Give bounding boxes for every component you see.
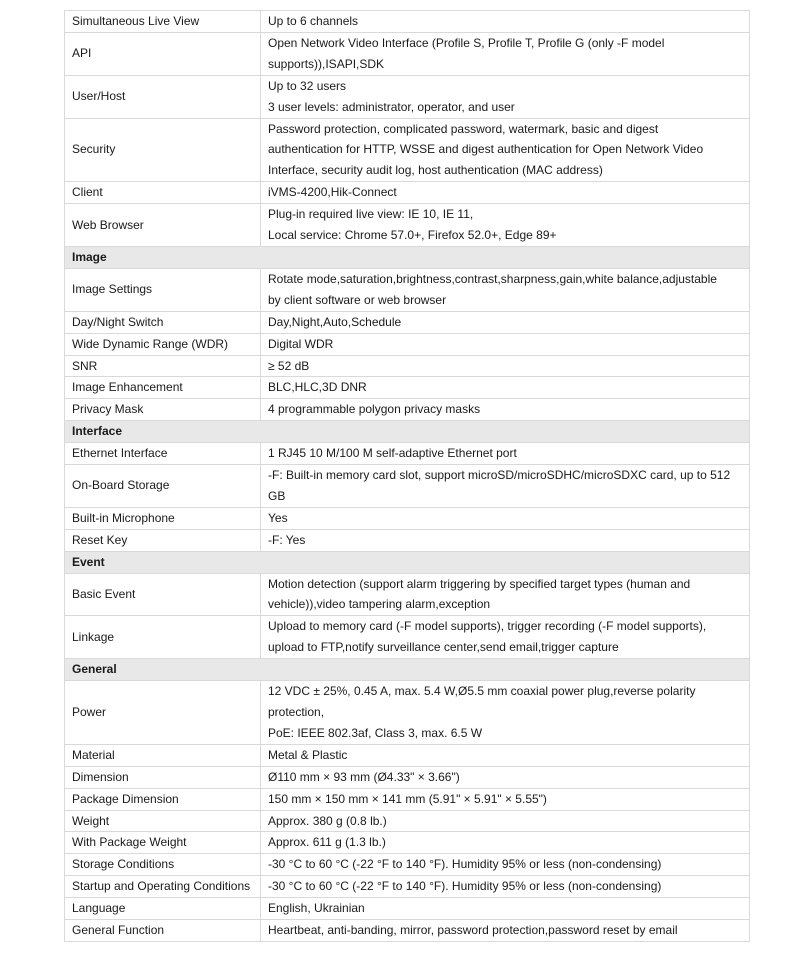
spec-value-line: Digital WDR — [268, 336, 334, 351]
spec-value — [261, 118, 750, 182]
spec-value — [261, 832, 750, 854]
spec-value-line: vehicle)),video tampering alarm,exception — [268, 597, 491, 612]
spec-label: Basic Event — [65, 573, 261, 616]
spec-value-line: Rotate mode,saturation,brightness,contrast,sharpness,gain,white balance,adjustable — [268, 271, 717, 286]
spec-row — [65, 75, 750, 118]
spec-value-line: Interface, security audit log, host authentication (MAC address) — [268, 163, 603, 178]
spec-value-line: 1 RJ45 10 M/100 M self-adaptive Ethernet port — [268, 446, 517, 461]
spec-label: With Package Weight — [65, 832, 261, 854]
spec-row — [65, 443, 750, 465]
spec-row — [65, 529, 750, 551]
spec-row — [65, 920, 750, 942]
spec-value-line: -F: Built-in memory card slot, support microSD/microSDHC/microSDXC card, up to 512 — [268, 468, 731, 483]
section-title: Interface — [65, 421, 750, 443]
spec-label: Client — [65, 182, 261, 204]
spec-row — [65, 854, 750, 876]
spec-value-line: PoE: IEEE 802.3af, Class 3, max. 6.5 W — [268, 725, 483, 740]
section-header-row — [65, 421, 750, 443]
spec-value-line: 12 VDC ± 25%, 0.45 A, max. 5.4 W,Ø5.5 mm coaxial power plug,reverse polarity — [268, 684, 696, 699]
specification-table-body — [65, 11, 750, 942]
section-header-row — [65, 659, 750, 681]
spec-label: Wide Dynamic Range (WDR) — [65, 333, 261, 355]
spec-row — [65, 832, 750, 854]
spec-value — [261, 11, 750, 33]
spec-value-line: Motion detection (support alarm triggering by specified target types (human and — [268, 576, 691, 591]
spec-value — [261, 616, 750, 659]
spec-value-line: upload to FTP,notify surveillance center,send email,trigger capture — [268, 640, 619, 655]
spec-row — [65, 268, 750, 311]
spec-value — [261, 75, 750, 118]
spec-value-line: authentication for HTTP, WSSE and digest authentication for Open Network Video — [268, 142, 704, 157]
spec-label: Privacy Mask — [65, 399, 261, 421]
spec-value — [261, 443, 750, 465]
spec-value-line: Metal & Plastic — [268, 747, 348, 762]
spec-row — [65, 11, 750, 33]
spec-label: Startup and Operating Conditions — [65, 876, 261, 898]
spec-value — [261, 766, 750, 788]
spec-label: Storage Conditions — [65, 854, 261, 876]
specification-table — [64, 10, 750, 942]
spec-row — [65, 118, 750, 182]
spec-value — [261, 32, 750, 75]
spec-row — [65, 876, 750, 898]
spec-row — [65, 573, 750, 616]
spec-label: Language — [65, 898, 261, 920]
spec-row — [65, 465, 750, 508]
section-title: Image — [65, 246, 750, 268]
spec-label: Material — [65, 744, 261, 766]
spec-value — [261, 573, 750, 616]
spec-row — [65, 766, 750, 788]
spec-value-line: English, Ukrainian — [268, 901, 365, 916]
spec-value — [261, 465, 750, 508]
spec-value-line: Day,Night,Auto,Schedule — [268, 314, 402, 329]
spec-value-line: Approx. 611 g (1.3 lb.) — [268, 835, 386, 850]
spec-value — [261, 810, 750, 832]
spec-label: Linkage — [65, 616, 261, 659]
spec-label: Package Dimension — [65, 788, 261, 810]
spec-value-line: Local service: Chrome 57.0+, Firefox 52.0+, Edge 89+ — [268, 228, 557, 243]
spec-label: Image Enhancement — [65, 377, 261, 399]
spec-value-line: 3 user levels: administrator, operator, and user — [268, 99, 515, 114]
spec-value-line: 4 programmable polygon privacy masks — [268, 402, 481, 417]
spec-value-line: Heartbeat, anti-banding, mirror, password protection,password reset by email — [268, 923, 678, 938]
spec-value — [261, 311, 750, 333]
spec-value-line: -F: Yes — [268, 532, 306, 547]
spec-row — [65, 333, 750, 355]
spec-label: API — [65, 32, 261, 75]
spec-value — [261, 788, 750, 810]
spec-value — [261, 399, 750, 421]
spec-value — [261, 204, 750, 247]
spec-label: Weight — [65, 810, 261, 832]
spec-value-line: -30 °C to 60 °C (-22 °F to 140 °F). Humidity 95% or less (non-condensing) — [268, 857, 662, 872]
spec-row — [65, 507, 750, 529]
spec-row — [65, 788, 750, 810]
spec-label: SNR — [65, 355, 261, 377]
spec-row — [65, 355, 750, 377]
spec-value-line: Password protection, complicated password, watermark, basic and digest — [268, 121, 659, 136]
spec-value — [261, 854, 750, 876]
spec-value-line: Upload to memory card (-F model supports), trigger recording (-F model supports), — [268, 619, 707, 634]
spec-label: Day/Night Switch — [65, 311, 261, 333]
spec-row — [65, 616, 750, 659]
section-title: Event — [65, 551, 750, 573]
section-header-row — [65, 246, 750, 268]
spec-label: On-Board Storage — [65, 465, 261, 508]
spec-value — [261, 744, 750, 766]
spec-value — [261, 355, 750, 377]
spec-row — [65, 681, 750, 745]
spec-value-line: ≥ 52 dB — [268, 358, 310, 373]
spec-label: Dimension — [65, 766, 261, 788]
section-title: General — [65, 659, 750, 681]
spec-value-line: -30 °C to 60 °C (-22 °F to 140 °F). Humidity 95% or less (non-condensing) — [268, 879, 662, 894]
spec-value-line: Ø110 mm × 93 mm (Ø4.33" × 3.66") — [268, 769, 460, 784]
spec-label: Reset Key — [65, 529, 261, 551]
spec-row — [65, 399, 750, 421]
spec-value-line: iVMS-4200,Hik-Connect — [268, 185, 397, 200]
spec-value-line: supports)),ISAPI,SDK — [268, 56, 385, 71]
spec-value-line: Plug-in required live view: IE 10, IE 11, — [268, 207, 474, 222]
spec-value-line: BLC,HLC,3D DNR — [268, 380, 367, 395]
spec-value-line: GB — [268, 488, 286, 503]
spec-value-line: Approx. 380 g (0.8 lb.) — [268, 813, 387, 828]
spec-value — [261, 333, 750, 355]
spec-value — [261, 529, 750, 551]
spec-value-line: Yes — [268, 510, 288, 525]
spec-value — [261, 876, 750, 898]
spec-value-line: 150 mm × 150 mm × 141 mm (5.91" × 5.91" × 5.55") — [268, 791, 547, 806]
spec-value-line: Up to 6 channels — [268, 14, 359, 28]
spec-value — [261, 268, 750, 311]
spec-row — [65, 182, 750, 204]
spec-value — [261, 182, 750, 204]
section-header-row — [65, 551, 750, 573]
spec-row — [65, 898, 750, 920]
spec-label: Web Browser — [65, 204, 261, 247]
spec-label: Image Settings — [65, 268, 261, 311]
spec-row — [65, 32, 750, 75]
spec-label: Simultaneous Live View — [65, 11, 261, 33]
spec-label: Security — [65, 118, 261, 182]
spec-value-line: protection, — [268, 705, 325, 719]
spec-value-line: Up to 32 users — [268, 78, 347, 93]
spec-value — [261, 681, 750, 745]
spec-value — [261, 377, 750, 399]
spec-row — [65, 744, 750, 766]
spec-value — [261, 898, 750, 920]
spec-label: General Function — [65, 920, 261, 942]
spec-label: User/Host — [65, 75, 261, 118]
spec-label: Ethernet Interface — [65, 443, 261, 465]
spec-row — [65, 204, 750, 247]
spec-label: Built-in Microphone — [65, 507, 261, 529]
spec-value-line: by client software or web browser — [268, 292, 447, 307]
spec-value — [261, 507, 750, 529]
spec-label: Power — [65, 681, 261, 745]
spec-row — [65, 377, 750, 399]
spec-row — [65, 810, 750, 832]
spec-value — [261, 920, 750, 942]
spec-row — [65, 311, 750, 333]
spec-value-line: Open Network Video Interface (Profile S, Profile T, Profile G (only -F model — [268, 35, 665, 50]
